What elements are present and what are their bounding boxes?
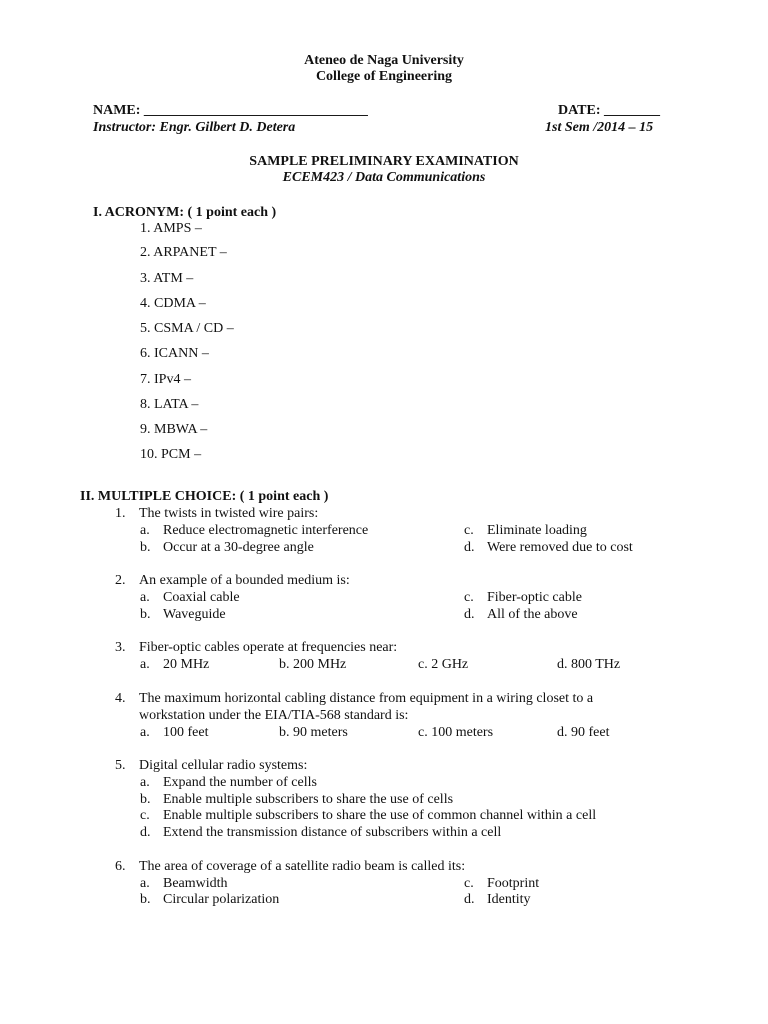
option-letter: a. (140, 775, 150, 790)
option-letter: a. (140, 657, 150, 672)
option-letter: b. (140, 607, 151, 622)
question-number: 6. (115, 859, 126, 874)
option-text: c. 2 GHz (418, 657, 469, 672)
option-text: Were removed due to cost (487, 540, 633, 555)
name-field: NAME: ________________________________ (93, 103, 368, 118)
semester-line: 1st Sem /2014 – 15 (545, 120, 654, 135)
option-letter: a. (140, 876, 150, 891)
question-number: 5. (115, 758, 126, 773)
exam-title: SAMPLE PRELIMINARY EXAMINATION (249, 154, 519, 169)
option-text: b. 200 MHz (279, 657, 347, 672)
question-number: 1. (115, 506, 126, 521)
option-letter: a. (140, 590, 150, 605)
option-letter: d. (464, 607, 475, 622)
option-text: Enable multiple subscribers to share the use of cells (163, 792, 454, 807)
question-stem: The twists in twisted wire pairs: (139, 506, 319, 521)
acronym-item: 7. IPv4 – (140, 372, 191, 387)
question-number: 2. (115, 573, 126, 588)
option-letter: d. (464, 892, 475, 907)
acronym-item: 10. PCM – (140, 447, 202, 462)
option-text: Coaxial cable (163, 590, 240, 605)
option-letter: b. (140, 792, 151, 807)
option-text: Extend the transmission distance of subscribers within a cell (163, 825, 502, 840)
option-text: Beamwidth (163, 876, 228, 891)
option-letter: d. (464, 540, 475, 555)
acronym-item: 8. LATA – (140, 397, 199, 412)
option-text: c. 100 meters (418, 725, 494, 740)
option-text: All of the above (487, 607, 578, 622)
option-text: Reduce electromagnetic interference (163, 523, 369, 538)
option-letter: c. (464, 876, 474, 891)
option-letter: c. (140, 808, 150, 823)
option-letter: b. (140, 540, 151, 555)
course-title: ECEM423 / Data Communications (282, 170, 486, 185)
college-name: College of Engineering (315, 69, 453, 84)
acronym-item: 3. ATM – (140, 271, 194, 286)
question-stem: Digital cellular radio systems: (139, 758, 308, 773)
question-number: 3. (115, 640, 126, 655)
option-letter: c. (464, 590, 474, 605)
acronym-item: 4. CDMA – (140, 296, 206, 311)
question-stem: The area of coverage of a satellite radio beam is called its: (139, 859, 466, 874)
option-text: 20 MHz (163, 657, 210, 672)
acronym-item: 9. MBWA – (140, 422, 208, 437)
option-letter: b. (140, 892, 151, 907)
option-text: Fiber-optic cable (487, 590, 582, 605)
question-stem: The maximum horizontal cabling distance from equipment in a wiring closet to a (139, 691, 594, 706)
acronym-item: 1. AMPS – (140, 221, 202, 236)
question-stem: Fiber-optic cables operate at frequencies near: (139, 640, 398, 655)
acronym-item: 6. ICANN – (140, 346, 209, 361)
option-text: Occur at a 30-degree angle (163, 540, 314, 555)
option-text: Expand the number of cells (163, 775, 317, 790)
mc-section-title: II. MULTIPLE CHOICE: ( 1 point each ) (80, 489, 329, 504)
question-number: 4. (115, 691, 126, 706)
option-letter: c. (464, 523, 474, 538)
option-letter: d. (140, 825, 151, 840)
option-text: 100 feet (163, 725, 209, 740)
option-text: Enable multiple subscribers to share the use of common channel within a cell (163, 808, 597, 823)
acronym-item: 2. ARPANET – (140, 245, 227, 260)
option-text: Waveguide (163, 607, 226, 622)
acronym-item: 5. CSMA / CD – (140, 321, 234, 336)
option-text: d. 90 feet (557, 725, 610, 740)
option-text: b. 90 meters (279, 725, 348, 740)
university-name: Ateneo de Naga University (304, 53, 464, 68)
instructor-line: Instructor: Engr. Gilbert D. Detera (93, 120, 296, 135)
option-text: Identity (487, 892, 531, 907)
question-stem: An example of a bounded medium is: (139, 573, 350, 588)
acronym-section-title: I. ACRONYM: ( 1 point each ) (93, 205, 277, 220)
option-text: Circular polarization (163, 892, 280, 907)
option-text: d. 800 THz (557, 657, 621, 672)
question-stem: workstation under the EIA/TIA-568 standard is: (139, 708, 409, 723)
option-letter: a. (140, 523, 150, 538)
option-letter: a. (140, 725, 150, 740)
option-text: Footprint (487, 876, 540, 891)
date-field: DATE: ________ (558, 103, 661, 118)
option-text: Eliminate loading (487, 523, 587, 538)
